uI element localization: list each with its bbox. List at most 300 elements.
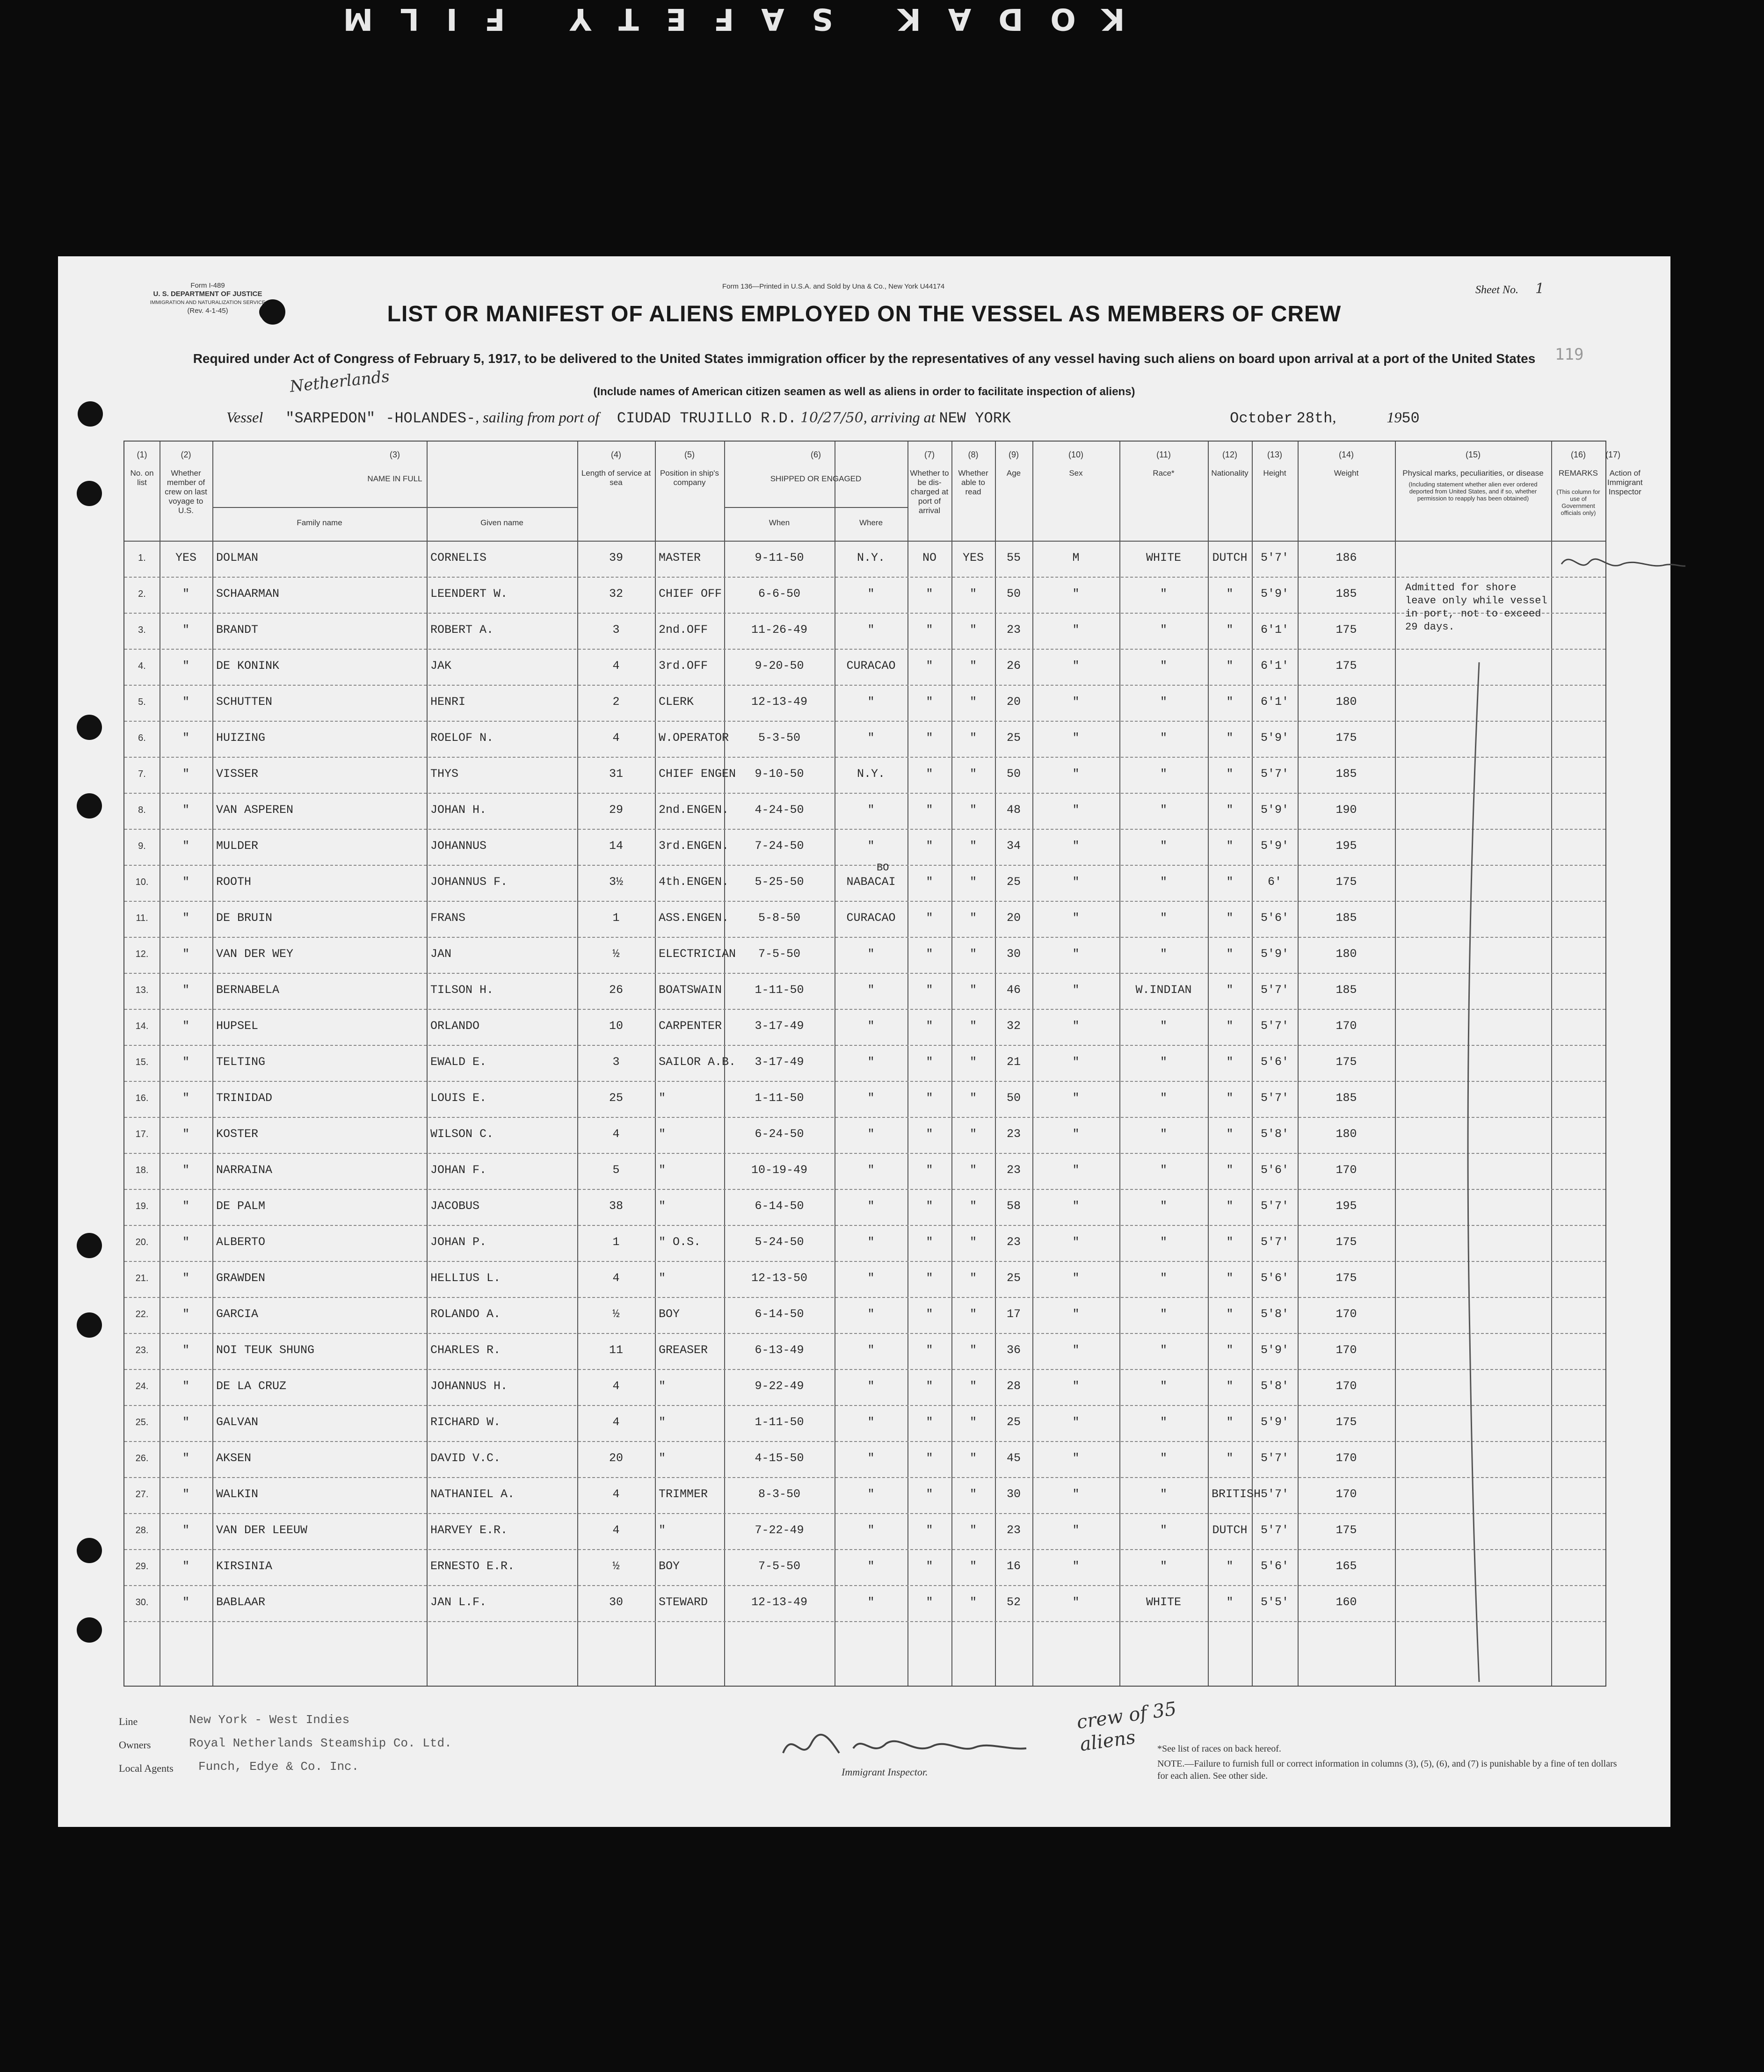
cell-position: CARPENTER bbox=[659, 1019, 722, 1033]
cell-age: 36 bbox=[1006, 1343, 1021, 1357]
cell-service: 3 bbox=[612, 1055, 620, 1069]
cell-read: " bbox=[969, 587, 977, 601]
column-divider bbox=[1032, 442, 1033, 1686]
cell-service: 4 bbox=[612, 659, 620, 673]
row-divider bbox=[124, 577, 1605, 578]
cell-weight: 175 bbox=[1336, 1055, 1357, 1069]
column-number: (14) bbox=[1338, 450, 1354, 459]
cell-service: 3½ bbox=[609, 875, 623, 889]
cell-when: 5-8-50 bbox=[758, 911, 800, 925]
row-number: 24. bbox=[135, 1381, 149, 1391]
cell-race: " bbox=[1160, 1163, 1167, 1177]
cell-given: RICHARD W. bbox=[430, 1415, 501, 1429]
cell-sex: " bbox=[1072, 1523, 1080, 1537]
row-divider bbox=[124, 1153, 1605, 1154]
cell-when: 5-25-50 bbox=[755, 875, 804, 889]
cell-where: " bbox=[867, 1199, 875, 1213]
cell-given: HELLIUS L. bbox=[430, 1271, 501, 1285]
cell-nat: " bbox=[1226, 1343, 1234, 1357]
cell-position: " bbox=[659, 1163, 666, 1177]
cell-weight: 170 bbox=[1336, 1487, 1357, 1501]
cell-read: " bbox=[969, 1271, 977, 1285]
arrival-port: NEW YORK bbox=[939, 410, 1011, 427]
cell-disch: " bbox=[926, 1271, 933, 1285]
cell-weight: 175 bbox=[1336, 731, 1357, 745]
cell-when: 10-19-49 bbox=[751, 1163, 808, 1177]
column-header: Whether member of crew on last voyage to U.S. bbox=[165, 469, 207, 515]
cell-nat: " bbox=[1226, 1271, 1234, 1285]
cell-disch: " bbox=[926, 659, 933, 673]
cell-height: 6'1' bbox=[1260, 623, 1289, 637]
cell-position: " O.S. bbox=[659, 1235, 701, 1249]
sheet-value: 1 bbox=[1535, 281, 1545, 297]
cell-weight: 170 bbox=[1336, 1307, 1357, 1321]
cell-position: CHIEF OFF bbox=[659, 587, 722, 601]
cell-where: " bbox=[867, 695, 875, 709]
cell-when: 3-17-49 bbox=[755, 1019, 804, 1033]
cell-prev: " bbox=[182, 1199, 189, 1213]
cell-sex: " bbox=[1072, 1127, 1080, 1141]
cell-height: 5'9' bbox=[1260, 587, 1289, 601]
cell-height: 5'6' bbox=[1260, 1559, 1289, 1573]
cell-given: JAK bbox=[430, 659, 452, 673]
cell-given: EWALD E. bbox=[430, 1055, 487, 1069]
column-divider bbox=[212, 442, 213, 1686]
cell-read: " bbox=[969, 1415, 977, 1429]
cell-service: ½ bbox=[612, 947, 620, 961]
cell-given: DAVID V.C. bbox=[430, 1451, 501, 1465]
cell-family: TRINIDAD bbox=[216, 1091, 273, 1105]
cell-race: " bbox=[1160, 1451, 1167, 1465]
cell-service: 5 bbox=[612, 1163, 620, 1177]
cell-age: 25 bbox=[1006, 875, 1021, 889]
cell-sex: " bbox=[1072, 587, 1080, 601]
row-number: 17. bbox=[135, 1129, 149, 1139]
cell-read: " bbox=[969, 1055, 977, 1069]
cell-prev: " bbox=[182, 875, 189, 889]
cell-weight: 175 bbox=[1336, 659, 1357, 673]
cell-height: 5'7' bbox=[1260, 1235, 1289, 1249]
column-number: (5) bbox=[684, 450, 695, 459]
row-divider bbox=[124, 1009, 1605, 1010]
races-note: *See list of races on back hereof. bbox=[1157, 1744, 1281, 1754]
cell-service: 32 bbox=[609, 587, 623, 601]
column-header: Whether able to read bbox=[958, 469, 988, 496]
cell-prev: " bbox=[182, 983, 189, 997]
cell-prev: " bbox=[182, 1451, 189, 1465]
stamp-number: 119 bbox=[1555, 345, 1584, 364]
cell-disch: " bbox=[926, 731, 933, 745]
cell-where: NABACAI bbox=[846, 875, 896, 889]
row-divider bbox=[124, 1585, 1605, 1586]
crew-table bbox=[123, 441, 1643, 1687]
cell-family: SCHUTTEN bbox=[216, 695, 273, 709]
remarks-text: Admitted for shore leave only while vessel in port, not to exceed 29 days. bbox=[1405, 582, 1547, 633]
cell-race: " bbox=[1160, 947, 1167, 961]
cell-prev: " bbox=[182, 695, 189, 709]
cell-where: " bbox=[867, 731, 875, 745]
column-header: Age bbox=[1006, 469, 1021, 478]
cell-where: " bbox=[867, 1559, 875, 1573]
cell-where: CURACAO bbox=[846, 659, 896, 673]
row-number: 6. bbox=[138, 733, 146, 743]
cell-position: STEWARD bbox=[659, 1595, 708, 1609]
cell-service: 20 bbox=[609, 1451, 623, 1465]
column-header: Nationality bbox=[1211, 469, 1249, 478]
cell-race: " bbox=[1160, 767, 1167, 781]
punch-hole bbox=[77, 793, 102, 819]
cell-weight: 170 bbox=[1336, 1451, 1357, 1465]
cell-nat: " bbox=[1226, 1199, 1234, 1213]
column-number: (13) bbox=[1267, 450, 1282, 459]
column-number: (15) bbox=[1465, 450, 1481, 459]
cell-prev: " bbox=[182, 1235, 189, 1249]
column-header: No. on list bbox=[130, 469, 154, 487]
column-divider bbox=[1298, 442, 1299, 1686]
cell-weight: 175 bbox=[1336, 1523, 1357, 1537]
cell-family: KIRSINIA bbox=[216, 1559, 273, 1573]
cell-age: 16 bbox=[1006, 1559, 1021, 1573]
cell-where: N.Y. bbox=[857, 767, 885, 781]
cell-disch: " bbox=[926, 1235, 933, 1249]
row-number: 13. bbox=[135, 985, 149, 995]
cell-nat: " bbox=[1226, 1559, 1234, 1573]
cell-family: GALVAN bbox=[216, 1415, 259, 1429]
cell-height: 5'7' bbox=[1260, 1199, 1289, 1213]
row-divider bbox=[124, 1477, 1605, 1478]
cell-race: " bbox=[1160, 1127, 1167, 1141]
cell-when: 12-13-50 bbox=[751, 1271, 808, 1285]
column-number: (1) bbox=[137, 450, 147, 459]
cell-family: SCHAARMAN bbox=[216, 587, 280, 601]
cell-prev: " bbox=[182, 839, 189, 853]
cell-nat: BRITISH bbox=[1212, 1487, 1261, 1501]
cell-read: " bbox=[969, 1487, 977, 1501]
cell-read: " bbox=[969, 1091, 977, 1105]
cell-height: 5'9' bbox=[1260, 839, 1289, 853]
cell-sex: " bbox=[1072, 1595, 1080, 1609]
cell-height: 5'6' bbox=[1260, 1055, 1289, 1069]
printer-line: Form 136—Printed in U.S.A. and Sold by Una & Co., New York U44174 bbox=[722, 283, 945, 290]
cell-prev: " bbox=[182, 1523, 189, 1537]
cell-read: " bbox=[969, 911, 977, 925]
cell-where: " bbox=[867, 1055, 875, 1069]
cell-weight: 185 bbox=[1336, 767, 1357, 781]
cell-disch: " bbox=[926, 983, 933, 997]
cell-prev: " bbox=[182, 1343, 189, 1357]
cell-race: " bbox=[1160, 1307, 1167, 1321]
cell-sex: " bbox=[1072, 1235, 1080, 1249]
cell-position: " bbox=[659, 1523, 666, 1537]
cell-position: GREASER bbox=[659, 1343, 708, 1357]
cell-when: 7-22-49 bbox=[755, 1523, 804, 1537]
cell-prev: " bbox=[182, 767, 189, 781]
cell-when: 3-17-49 bbox=[755, 1055, 804, 1069]
row-number: 23. bbox=[135, 1345, 149, 1355]
cell-prev: " bbox=[182, 1091, 189, 1105]
cell-prev: " bbox=[182, 1163, 189, 1177]
inspector-signature bbox=[774, 1720, 1036, 1772]
cell-sex: " bbox=[1072, 1343, 1080, 1357]
cell-when: 12-13-49 bbox=[751, 695, 808, 709]
cell-position: " bbox=[659, 1415, 666, 1429]
handwritten-date: 10/27/50 bbox=[800, 410, 864, 426]
cell-race: W.INDIAN bbox=[1135, 983, 1192, 997]
cell-read: " bbox=[969, 1523, 977, 1537]
cell-nat: " bbox=[1226, 839, 1234, 853]
column-number: (3) bbox=[390, 450, 400, 459]
cell-nat: " bbox=[1226, 1451, 1234, 1465]
cell-where: " bbox=[867, 1451, 875, 1465]
cell-height: 5'7' bbox=[1260, 1487, 1289, 1501]
cell-sex: " bbox=[1072, 1055, 1080, 1069]
cell-nat: " bbox=[1226, 731, 1234, 745]
cell-race: " bbox=[1160, 1235, 1167, 1249]
cell-position: " bbox=[659, 1091, 666, 1105]
cell-service: 4 bbox=[612, 1523, 620, 1537]
cell-nat: " bbox=[1226, 1091, 1234, 1105]
column-divider bbox=[577, 442, 578, 1686]
column-divider bbox=[1395, 442, 1396, 1686]
cell-height: 5'7' bbox=[1260, 767, 1289, 781]
cell-position: " bbox=[659, 1271, 666, 1285]
cell-where: " bbox=[867, 983, 875, 997]
cell-given: JAN bbox=[430, 947, 452, 961]
row-number: 16. bbox=[135, 1093, 149, 1103]
cell-height: 5'7' bbox=[1260, 1523, 1289, 1537]
cell-weight: 175 bbox=[1336, 1235, 1357, 1249]
cell-height: 5'8' bbox=[1260, 1307, 1289, 1321]
row-number: 5. bbox=[138, 697, 146, 707]
family-name-header: Family name bbox=[297, 518, 342, 527]
cell-weight: 165 bbox=[1336, 1559, 1357, 1573]
cell-prev: " bbox=[182, 623, 189, 637]
cell-service: 4 bbox=[612, 1271, 620, 1285]
cell-weight: 170 bbox=[1336, 1019, 1357, 1033]
cell-nat: DUTCH bbox=[1212, 551, 1248, 565]
cell-when: 1-11-50 bbox=[755, 1415, 804, 1429]
cell-weight: 175 bbox=[1336, 623, 1357, 637]
cell-service: 4 bbox=[612, 1487, 620, 1501]
row-number: 25. bbox=[135, 1417, 149, 1427]
cell-disch: " bbox=[926, 911, 933, 925]
row-divider bbox=[124, 1081, 1605, 1082]
row-number: 18. bbox=[135, 1165, 149, 1175]
cell-prev: " bbox=[182, 587, 189, 601]
cell-age: 25 bbox=[1006, 1415, 1021, 1429]
cell-position: BOATSWAIN bbox=[659, 983, 722, 997]
cell-race: " bbox=[1160, 1199, 1167, 1213]
cell-given: CHARLES R. bbox=[430, 1343, 501, 1357]
cell-weight: 180 bbox=[1336, 947, 1357, 961]
cell-family: VAN ASPEREN bbox=[216, 803, 294, 817]
cell-sex: M bbox=[1072, 551, 1080, 565]
cell-service: 30 bbox=[609, 1595, 623, 1609]
cell-position: ASS.ENGEN. bbox=[659, 911, 729, 925]
remarks-note: (Including statement whether alien ever ordered deported from United States, and if so, whether permission to reapply has been obtained) bbox=[1408, 481, 1538, 502]
cell-disch: " bbox=[926, 1595, 933, 1609]
cell-family: KOSTER bbox=[216, 1127, 259, 1141]
cell-age: 34 bbox=[1006, 839, 1021, 853]
cell-position: BOY bbox=[659, 1307, 680, 1321]
cell-given: LEENDERT W. bbox=[430, 587, 508, 601]
cell-family: DE LA CRUZ bbox=[216, 1379, 287, 1393]
cell-height: 5'8' bbox=[1260, 1127, 1289, 1141]
cell-disch: " bbox=[926, 1163, 933, 1177]
cell-disch: " bbox=[926, 875, 933, 889]
handwritten-remarks-line bbox=[1451, 541, 1629, 1691]
row-divider bbox=[124, 721, 1605, 722]
cell-sex: " bbox=[1072, 623, 1080, 637]
row-number: 2. bbox=[138, 589, 146, 599]
cell-given: TILSON H. bbox=[430, 983, 494, 997]
cell-family: DE PALM bbox=[216, 1199, 266, 1213]
cell-height: 5'9' bbox=[1260, 731, 1289, 745]
cell-where: " bbox=[867, 947, 875, 961]
cell-given: HENRI bbox=[430, 695, 466, 709]
cell-disch: " bbox=[926, 947, 933, 961]
cell-family: VAN DER WEY bbox=[216, 947, 294, 961]
service: IMMIGRATION AND NATURALIZATION SERVICE bbox=[150, 300, 266, 305]
cell-race: " bbox=[1160, 1487, 1167, 1501]
row-number: 9. bbox=[138, 841, 146, 851]
cell-height: 5'5' bbox=[1260, 1595, 1289, 1609]
inspector-label: Immigrant Inspector. bbox=[842, 1766, 928, 1778]
cell-weight: 195 bbox=[1336, 839, 1357, 853]
vessel-line: Vessel "SARPEDON" -HOLANDES-, sailing from port of CIUDAD TRUJILLO R.D. 10/27/50, arriving at NEW YORK October 28th, 1950 bbox=[226, 409, 1420, 427]
cell-family: BABLAAR bbox=[216, 1595, 266, 1609]
cell-service: ½ bbox=[612, 1307, 620, 1321]
cell-position: 2nd.ENGEN. bbox=[659, 803, 729, 817]
cell-service: 4 bbox=[612, 1127, 620, 1141]
cell-age: 23 bbox=[1006, 1523, 1021, 1537]
year-prefix: 19 bbox=[1387, 409, 1402, 426]
cell-position: " bbox=[659, 1379, 666, 1393]
cell-when: 1-11-50 bbox=[755, 983, 804, 997]
cell-service: 39 bbox=[609, 551, 623, 565]
row-number: 1. bbox=[138, 553, 146, 563]
cell-sex: " bbox=[1072, 1307, 1080, 1321]
cell-read: " bbox=[969, 947, 977, 961]
cell-weight: 175 bbox=[1336, 1271, 1357, 1285]
cell-age: 46 bbox=[1006, 983, 1021, 997]
cell-prev: " bbox=[182, 911, 189, 925]
cell-when: 7-24-50 bbox=[755, 839, 804, 853]
cell-race: " bbox=[1160, 1019, 1167, 1033]
cell-when: 7-5-50 bbox=[758, 947, 800, 961]
cell-race: " bbox=[1160, 1379, 1167, 1393]
cell-age: 50 bbox=[1006, 767, 1021, 781]
cell-given: HARVEY E.R. bbox=[430, 1523, 508, 1537]
cell-prev: " bbox=[182, 1271, 189, 1285]
cell-nat: " bbox=[1226, 1019, 1234, 1033]
column-divider bbox=[1119, 442, 1120, 1686]
cell-sex: " bbox=[1072, 1487, 1080, 1501]
row-divider bbox=[124, 1117, 1605, 1118]
row-number: 12. bbox=[135, 949, 149, 959]
cell-position: 3rd.OFF bbox=[659, 659, 708, 673]
cell-family: BRANDT bbox=[216, 623, 259, 637]
cell-nat: " bbox=[1226, 1415, 1234, 1429]
cell-read: " bbox=[969, 803, 977, 817]
row-divider bbox=[124, 1405, 1605, 1406]
cell-sex: " bbox=[1072, 803, 1080, 817]
column-header: Weight bbox=[1334, 469, 1359, 478]
cell-age: 17 bbox=[1006, 1307, 1021, 1321]
arrival-month: October bbox=[1230, 410, 1293, 427]
cell-nat: " bbox=[1226, 623, 1234, 637]
column-header: Height bbox=[1263, 469, 1286, 478]
form-title: LIST OR MANIFEST OF ALIENS EMPLOYED ON THE VESSEL AS MEMBERS OF CREW bbox=[387, 302, 1342, 326]
column-divider bbox=[995, 442, 996, 1686]
cell-given: JOHAN F. bbox=[430, 1163, 487, 1177]
column-header: Length of service at sea bbox=[581, 469, 651, 487]
cell-service: 26 bbox=[609, 983, 623, 997]
cell-age: 20 bbox=[1006, 695, 1021, 709]
row-divider bbox=[124, 1621, 1605, 1622]
cell-height: 6' bbox=[1267, 875, 1282, 889]
column-header: Whether to be dis-charged at port of arrival bbox=[910, 469, 949, 515]
subheader-divider bbox=[212, 507, 577, 508]
cell-family: AKSEN bbox=[216, 1451, 252, 1465]
cell-position: SAILOR A.B. bbox=[659, 1055, 736, 1069]
arrival-day: 28th bbox=[1296, 410, 1333, 427]
arriving-label: arriving at bbox=[871, 409, 936, 426]
column-number: (9) bbox=[1009, 450, 1019, 459]
where-header: Where bbox=[859, 518, 883, 527]
cell-disch: " bbox=[926, 1559, 933, 1573]
cell-race: " bbox=[1160, 1271, 1167, 1285]
cell-prev: " bbox=[182, 659, 189, 673]
cell-where: " bbox=[867, 1019, 875, 1033]
row-number: 14. bbox=[135, 1021, 149, 1031]
cell-weight: 170 bbox=[1336, 1343, 1357, 1357]
cell-given: NATHANIEL A. bbox=[430, 1487, 515, 1501]
film-edge-text: KODAK SAFETY FILM bbox=[316, 1, 1125, 36]
cell-where: " bbox=[867, 1523, 875, 1537]
cell-disch: " bbox=[926, 1307, 933, 1321]
row-divider bbox=[124, 1369, 1605, 1370]
cell-nat: " bbox=[1226, 947, 1234, 961]
punch-hole bbox=[77, 1312, 102, 1338]
cell-when: 5-24-50 bbox=[755, 1235, 804, 1249]
column-header: Sex bbox=[1069, 469, 1083, 478]
cell-sex: " bbox=[1072, 1199, 1080, 1213]
cell-service: 4 bbox=[612, 1379, 620, 1393]
row-number: 27. bbox=[135, 1489, 149, 1500]
cell-prev: " bbox=[182, 1055, 189, 1069]
cell-age: 21 bbox=[1006, 1055, 1021, 1069]
cell-nat: " bbox=[1226, 587, 1234, 601]
column-number: (8) bbox=[968, 450, 979, 459]
cell-nat: " bbox=[1226, 695, 1234, 709]
cell-read: " bbox=[969, 1127, 977, 1141]
cell-age: 23 bbox=[1006, 1127, 1021, 1141]
cell-family: NOI TEUK SHUNG bbox=[216, 1343, 315, 1357]
column-header: Position in ship's company bbox=[660, 469, 719, 487]
cell-prev: " bbox=[182, 731, 189, 745]
revision: (Rev. 4-1-45) bbox=[187, 307, 228, 315]
when-header: When bbox=[769, 518, 790, 527]
row-number: 29. bbox=[135, 1561, 149, 1572]
cell-nat: " bbox=[1226, 803, 1234, 817]
cell-position: W.OPERATOR bbox=[659, 731, 729, 745]
action-note: (This column for use of Government officials only) bbox=[1556, 488, 1600, 516]
cell-family: ALBERTO bbox=[216, 1235, 266, 1249]
cell-where: " bbox=[867, 839, 875, 853]
cell-sex: " bbox=[1072, 875, 1080, 889]
cell-race: " bbox=[1160, 1523, 1167, 1537]
